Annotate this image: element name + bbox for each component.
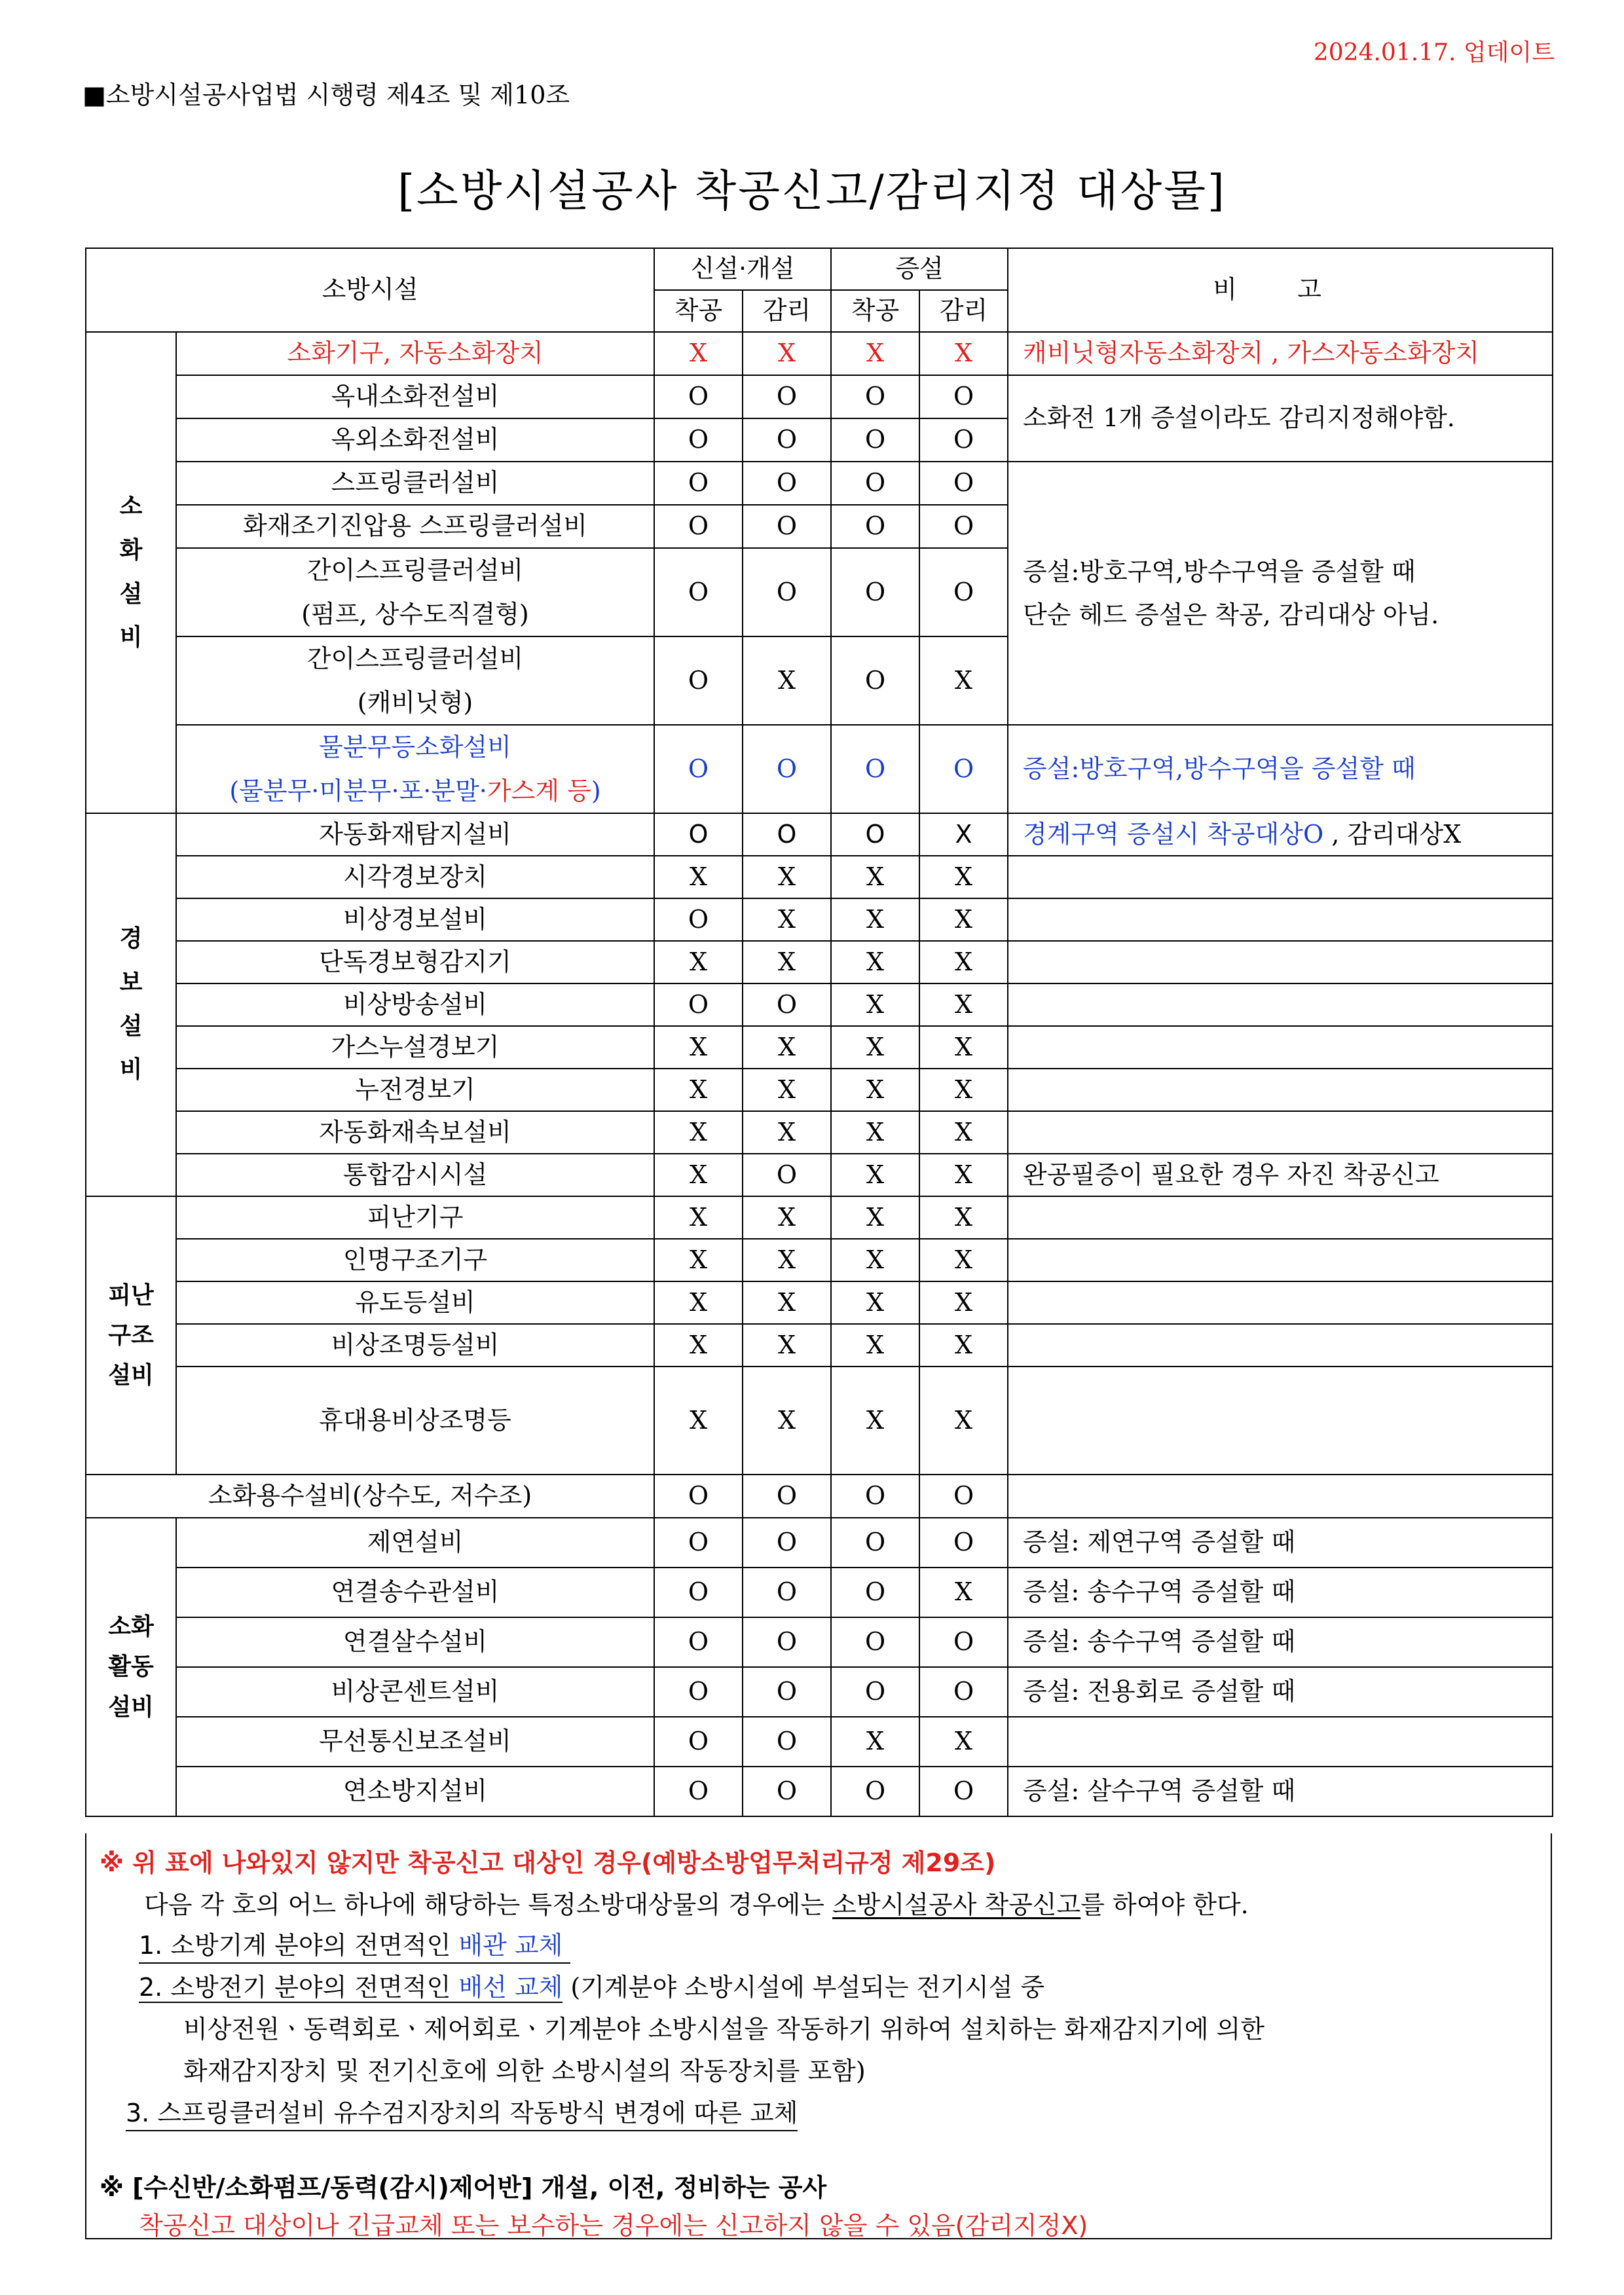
remark-cell — [1008, 1717, 1553, 1767]
value-cell: O — [654, 1518, 743, 1568]
notes-item-3: 3. 스프링클러설비 유수검지장치의 작동방식 변경에 따른 교체 — [126, 2093, 798, 2131]
panel-heading: ※ [수신반/소화펌프/동력(감시)제어반] 개설, 이전, 정비하는 공사 — [100, 2173, 827, 2202]
value-cell: X — [743, 1026, 831, 1069]
value-cell: O — [654, 505, 743, 548]
facility-name: 연결살수설비 — [176, 1617, 654, 1667]
table-row — [86, 1281, 1553, 1324]
value-cell: O — [919, 1617, 1008, 1667]
remark-cell: 완공필증이 필요한 경우 자진 착공신고 — [1008, 1154, 1553, 1196]
facility-name: 물분무등소화설비 (물분무·미분무·포·분말·가스계 등) — [176, 725, 654, 813]
remark-cell: 증설: 제연구역 증설할 때 — [1008, 1518, 1553, 1568]
value-cell: O — [919, 505, 1008, 548]
category-evacuation: 피난 구조 설비 — [86, 1196, 176, 1475]
value-cell: X — [654, 1239, 743, 1281]
remark-cell: 소화전 1개 증설이라도 감리지정해야함. — [1008, 375, 1553, 462]
value-cell: O — [654, 418, 743, 462]
panel-note: 착공신고 대상이나 긴급교체 또는 보수하는 경우에는 신고하지 않을 수 있음(감리지정X) — [139, 2211, 1088, 2240]
remark-cell: 증설:방호구역,방수구역을 증설할 때 — [1008, 725, 1553, 813]
category-alarm: 경 보 설 비 — [86, 813, 176, 1196]
facility-name: 단독경보형감지기 — [176, 941, 654, 983]
value-cell: O — [654, 983, 743, 1026]
value-cell: X — [831, 941, 919, 983]
value-cell: O — [654, 375, 743, 418]
value-cell: O — [743, 462, 831, 505]
notes-intro: 다음 각 호의 어느 하나에 해당하는 특정소방대상물의 경우에는 소방시설공사 착공신고를 하여야 한다. — [144, 1890, 1249, 1919]
value-cell: X — [654, 1196, 743, 1239]
header-expansion: 증설 — [831, 248, 1008, 290]
table-row — [86, 813, 1553, 856]
value-cell: X — [654, 1367, 743, 1475]
value-cell: O — [919, 1667, 1008, 1717]
value-cell: X — [654, 856, 743, 898]
value-cell: X — [743, 856, 831, 898]
value-cell: X — [831, 1026, 919, 1069]
value-cell: X — [743, 1367, 831, 1475]
value-cell: X — [831, 898, 919, 941]
facility-table — [85, 248, 1553, 1817]
value-cell: X — [919, 332, 1008, 375]
header-new-build: 신설·개설 — [654, 248, 831, 290]
value-cell: X — [831, 856, 919, 898]
value-cell: O — [831, 1568, 919, 1617]
remark-cell — [1008, 1324, 1553, 1367]
table-header-row — [86, 248, 1553, 290]
facility-name: 옥내소화전설비 — [176, 375, 654, 418]
value-cell: O — [831, 1475, 919, 1518]
facility-name: 자동화재속보설비 — [176, 1111, 654, 1154]
value-cell: O — [919, 548, 1008, 636]
facility-name: 비상방송설비 — [176, 983, 654, 1026]
remark-cell — [1008, 1367, 1553, 1475]
remark-cell — [1008, 1069, 1553, 1111]
table-row — [86, 856, 1553, 898]
facility-name: 인명구조기구 — [176, 1239, 654, 1281]
facility-name: 피난기구 — [176, 1196, 654, 1239]
value-cell: X — [743, 941, 831, 983]
table-row — [86, 983, 1553, 1026]
table-row — [86, 1239, 1553, 1281]
value-cell: X — [919, 856, 1008, 898]
remark-cell: 경계구역 증설시 착공대상O , 감리대상X — [1008, 813, 1553, 856]
value-cell: O — [654, 1568, 743, 1617]
remark-cell — [1008, 1281, 1553, 1324]
category-fire-extinguishing: 소 화 설 비 — [86, 332, 176, 813]
value-cell: O — [654, 725, 743, 813]
table-row — [86, 941, 1553, 983]
value-cell: O — [654, 1767, 743, 1816]
value-cell: O — [831, 813, 919, 856]
value-cell: O — [831, 505, 919, 548]
value-cell: O — [743, 505, 831, 548]
table-row — [86, 332, 1553, 375]
facility-name: 누전경보기 — [176, 1069, 654, 1111]
value-cell: X — [743, 332, 831, 375]
value-cell: O — [919, 462, 1008, 505]
value-cell: X — [743, 1281, 831, 1324]
value-cell: O — [919, 1767, 1008, 1816]
notes-heading: ※ 위 표에 나와있지 않지만 착공신고 대상인 경우(예방소방업무처리규정 제29조) — [100, 1848, 996, 1877]
value-cell: O — [831, 636, 919, 725]
table-row — [86, 1111, 1553, 1154]
facility-name: 제연설비 — [176, 1518, 654, 1568]
remark-line: 증설:방호구역,방수구역을 증설할 때 — [1023, 557, 1416, 586]
value-cell: X — [919, 1111, 1008, 1154]
value-cell: X — [919, 1239, 1008, 1281]
facility-name: 비상경보설비 — [176, 898, 654, 941]
value-cell: X — [743, 1111, 831, 1154]
facility-name: 화재조기진압용 스프링클러설비 — [176, 505, 654, 548]
value-cell: X — [654, 941, 743, 983]
remark-cell — [1008, 1196, 1553, 1239]
value-cell: O — [743, 1568, 831, 1617]
value-cell: X — [743, 1324, 831, 1367]
value-cell: O — [831, 462, 919, 505]
value-cell: X — [919, 813, 1008, 856]
value-cell: O — [654, 1667, 743, 1717]
header-new-start: 착공 — [654, 290, 743, 332]
value-cell: X — [919, 941, 1008, 983]
value-cell: X — [919, 1568, 1008, 1617]
value-cell: O — [743, 813, 831, 856]
table-row — [86, 1518, 1553, 1568]
value-cell: X — [654, 1069, 743, 1111]
value-cell: O — [831, 548, 919, 636]
value-cell: X — [654, 1026, 743, 1069]
value-cell: O — [654, 462, 743, 505]
facility-name: 비상콘센트설비 — [176, 1667, 654, 1717]
value-cell: X — [831, 983, 919, 1026]
value-cell: X — [919, 1367, 1008, 1475]
value-cell: X — [919, 983, 1008, 1026]
table-row — [86, 375, 1553, 418]
value-cell: O — [743, 983, 831, 1026]
table-row — [86, 1196, 1553, 1239]
value-cell: O — [743, 418, 831, 462]
facility-name: 자동화재탐지설비 — [176, 813, 654, 856]
value-cell: X — [743, 1239, 831, 1281]
header-exp-supervision: 감리 — [919, 290, 1008, 332]
table-row — [86, 1069, 1553, 1111]
value-cell: O — [654, 548, 743, 636]
facility-name: 통합감시시설 — [176, 1154, 654, 1196]
facility-name: 시각경보장치 — [176, 856, 654, 898]
table-row — [86, 1367, 1553, 1475]
value-cell: O — [919, 1518, 1008, 1568]
update-date: 2024.01.17. 업데이트 — [1313, 39, 1555, 66]
remark-cell: 증설: 살수구역 증설할 때 — [1008, 1767, 1553, 1816]
table-row — [86, 1324, 1553, 1367]
value-cell: O — [743, 1767, 831, 1816]
remark-cell: 캐비닛형자동소화장치 , 가스자동소화장치 — [1008, 332, 1553, 375]
value-cell: O — [743, 1667, 831, 1717]
remark-cell — [1008, 983, 1553, 1026]
value-cell: X — [831, 1281, 919, 1324]
facility-name: 연결송수관설비 — [176, 1568, 654, 1617]
table-row — [86, 1717, 1553, 1767]
facility-name: 비상조명등설비 — [176, 1324, 654, 1367]
value-cell: O — [831, 1617, 919, 1667]
value-cell: X — [919, 1154, 1008, 1196]
value-cell: O — [831, 1667, 919, 1717]
facility-name: 옥외소화전설비 — [176, 418, 654, 462]
remark-cell — [1008, 1111, 1553, 1154]
facility-name: 소화기구, 자동소화장치 — [176, 332, 654, 375]
facility-name: 휴대용비상조명등 — [176, 1367, 654, 1475]
facility-name: 간이스프링클러설비 (캐비닛형) — [176, 636, 654, 725]
facility-name: 연소방지설비 — [176, 1767, 654, 1816]
value-cell: X — [831, 1069, 919, 1111]
facility-name: 유도등설비 — [176, 1281, 654, 1324]
value-cell: O — [743, 1154, 831, 1196]
remark-cell — [1008, 1239, 1553, 1281]
value-cell: X — [654, 1324, 743, 1367]
value-cell: O — [654, 898, 743, 941]
value-cell: O — [831, 1767, 919, 1816]
table-row — [86, 1667, 1553, 1717]
notes-item-2: 2. 소방전기 분야의 전면적인 배선 교체 (기계분야 소방시설에 부설되는 전기시설 중 — [139, 1973, 1045, 2002]
value-cell: X — [743, 898, 831, 941]
notes-item-1: 1. 소방기계 분야의 전면적인 배관 교체 — [139, 1925, 570, 1964]
value-cell: X — [919, 1196, 1008, 1239]
value-cell: O — [654, 1475, 743, 1518]
table-row — [86, 1617, 1553, 1667]
value-cell: O — [743, 1475, 831, 1518]
notes-item-2-line-3: 화재감지장치 및 전기신호에 의한 소방시설의 작동장치를 포함) — [183, 2057, 866, 2085]
facility-name: 스프링클러설비 — [176, 462, 654, 505]
facility-name: 무선통신보조설비 — [176, 1717, 654, 1767]
facility-name: 소화용수설비(상수도, 저수조) — [86, 1475, 654, 1518]
value-cell: X — [831, 1717, 919, 1767]
value-cell: X — [919, 1281, 1008, 1324]
value-cell: O — [654, 813, 743, 856]
table-row — [86, 1026, 1553, 1069]
value-cell: O — [919, 418, 1008, 462]
remark-cell — [1008, 1026, 1553, 1069]
value-cell: O — [743, 725, 831, 813]
table-row — [86, 898, 1553, 941]
facility-name: 가스누설경보기 — [176, 1026, 654, 1069]
header-facility: 소방시설 — [86, 248, 654, 332]
table-row — [86, 1154, 1553, 1196]
value-cell: X — [919, 1069, 1008, 1111]
value-cell: X — [654, 1111, 743, 1154]
value-cell: X — [919, 898, 1008, 941]
remark-cell: 증설: 전용회로 증설할 때 — [1008, 1667, 1553, 1717]
value-cell: O — [743, 1717, 831, 1767]
value-cell: O — [654, 1617, 743, 1667]
value-cell: O — [831, 375, 919, 418]
notes-item-2-line-2: 비상전원ㆍ동력회로ㆍ제어회로ㆍ기계분야 소방시설을 작동하기 위하여 설치하는 화재감지기에 의한 — [183, 2015, 1264, 2044]
header-new-supervision: 감리 — [743, 290, 831, 332]
law-reference: ■소방시설공사업법 시행령 제4조 및 제10조 — [83, 81, 570, 109]
value-cell: X — [654, 332, 743, 375]
value-cell: O — [654, 1717, 743, 1767]
table-row — [86, 725, 1553, 813]
value-cell: O — [919, 375, 1008, 418]
page-title: [소방시설공사 착공신고/감리지정 대상물] — [397, 166, 1227, 216]
value-cell: X — [831, 332, 919, 375]
remark-line: 단순 헤드 증설은 착공, 감리대상 아님. — [1023, 600, 1439, 629]
table-row — [86, 1568, 1553, 1617]
facility-name: 간이스프링클러설비 (펌프, 상수도직결형) — [176, 548, 654, 636]
value-cell: O — [919, 725, 1008, 813]
remark-cell — [1008, 898, 1553, 941]
notes-box — [85, 1833, 1552, 2239]
value-cell: X — [743, 636, 831, 725]
value-cell: X — [831, 1196, 919, 1239]
value-cell: X — [743, 1069, 831, 1111]
value-cell: O — [654, 636, 743, 725]
value-cell: X — [654, 1154, 743, 1196]
value-cell: X — [831, 1367, 919, 1475]
remark-cell: 증설: 송수구역 증설할 때 — [1008, 1617, 1553, 1667]
remark-cell — [1008, 1475, 1553, 1518]
value-cell: O — [743, 1617, 831, 1667]
table-row — [86, 1767, 1553, 1816]
value-cell: X — [919, 636, 1008, 725]
value-cell: O — [831, 418, 919, 462]
value-cell: X — [831, 1111, 919, 1154]
value-cell: X — [919, 1026, 1008, 1069]
remark-cell — [1008, 462, 1553, 725]
value-cell: O — [831, 1518, 919, 1568]
value-cell: O — [743, 1518, 831, 1568]
header-remarks: 비 고 — [1008, 248, 1553, 332]
table-row — [86, 462, 1553, 505]
value-cell: O — [743, 548, 831, 636]
value-cell: X — [831, 1324, 919, 1367]
value-cell: X — [831, 1239, 919, 1281]
value-cell: O — [743, 375, 831, 418]
value-cell: X — [831, 1154, 919, 1196]
value-cell: X — [743, 1196, 831, 1239]
remark-cell — [1008, 941, 1553, 983]
value-cell: O — [919, 1475, 1008, 1518]
remark-cell — [1008, 856, 1553, 898]
value-cell: X — [654, 1281, 743, 1324]
value-cell: X — [919, 1324, 1008, 1367]
header-exp-start: 착공 — [831, 290, 919, 332]
remark-cell: 증설: 송수구역 증설할 때 — [1008, 1568, 1553, 1617]
value-cell: O — [831, 725, 919, 813]
category-firefighting: 소화 활동 설비 — [86, 1518, 176, 1816]
value-cell: X — [919, 1717, 1008, 1767]
table-row — [86, 1475, 1553, 1518]
